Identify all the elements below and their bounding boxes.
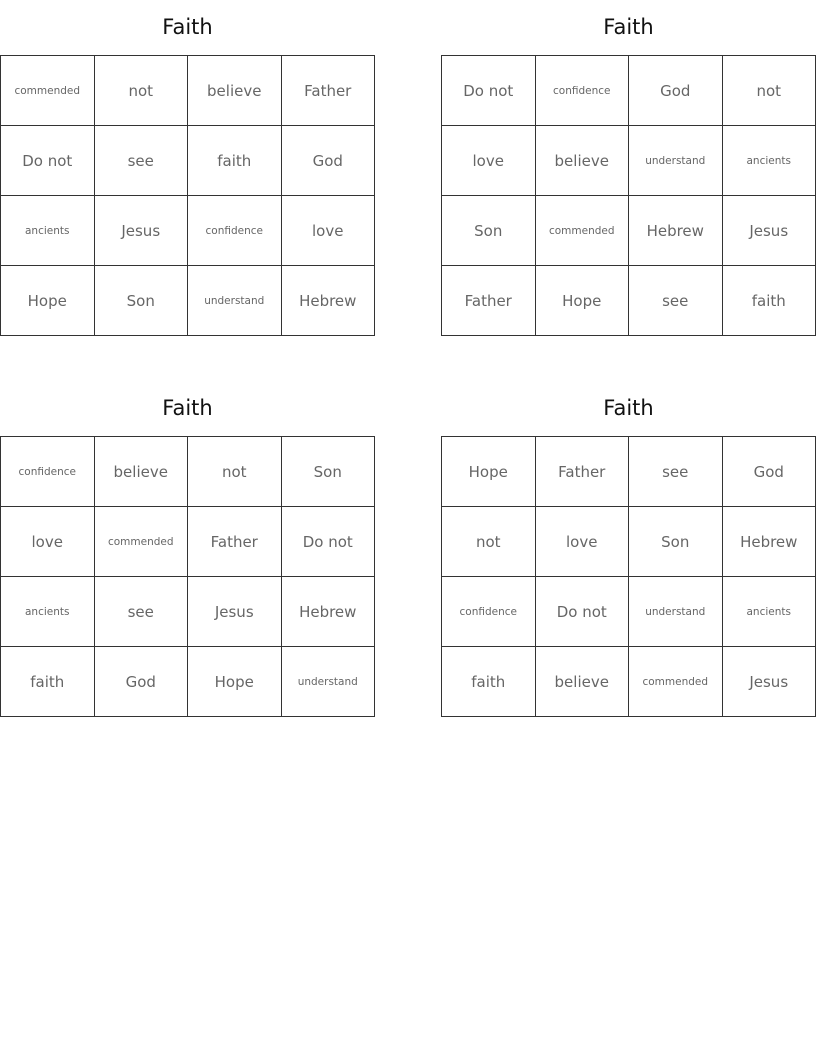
- grid-cell: believe: [188, 56, 282, 126]
- grid-row: [442, 126, 816, 196]
- grid-cell: not: [188, 437, 282, 507]
- grid-cell: confidence: [535, 56, 629, 126]
- grid-row: [1, 266, 375, 336]
- grid-cell: Hebrew: [281, 266, 375, 336]
- bingo-card-3: [0, 381, 375, 717]
- grid-cell: believe: [94, 437, 188, 507]
- grid-cell: commended: [535, 196, 629, 266]
- bingo-card-1: [0, 0, 375, 336]
- grid-cell: believe: [535, 126, 629, 196]
- grid-row: [442, 577, 816, 647]
- grid-row: [1, 56, 375, 126]
- grid-row: [1, 437, 375, 507]
- grid-cell: ancients: [722, 126, 816, 196]
- grid-cell: ancients: [1, 577, 95, 647]
- grid-cell: faith: [1, 647, 95, 717]
- grid-cell: Hebrew: [629, 196, 723, 266]
- grid-cell: Jesus: [722, 196, 816, 266]
- grid-row: [1, 196, 375, 266]
- grid-cell: confidence: [1, 437, 95, 507]
- card-title: Faith: [162, 15, 213, 39]
- grid-row: [442, 647, 816, 717]
- grid-cell: Father: [442, 266, 536, 336]
- grid-cell: Father: [535, 437, 629, 507]
- grid-cell: Jesus: [722, 647, 816, 717]
- bingo-card-4: [441, 381, 816, 717]
- grid-cell: Do not: [442, 56, 536, 126]
- grid-cell: Hebrew: [722, 507, 816, 577]
- grid-cell: love: [442, 126, 536, 196]
- bingo-grid: [0, 436, 375, 717]
- grid-cell: Hebrew: [281, 577, 375, 647]
- grid-row: [1, 647, 375, 717]
- grid-cell: Son: [442, 196, 536, 266]
- grid-cell: God: [629, 56, 723, 126]
- grid-cell: ancients: [722, 577, 816, 647]
- grid-cell: commended: [629, 647, 723, 717]
- grid-cell: commended: [1, 56, 95, 126]
- grid-cell: confidence: [188, 196, 282, 266]
- grid-cell: love: [535, 507, 629, 577]
- grid-row: [442, 196, 816, 266]
- grid-cell: Jesus: [94, 196, 188, 266]
- grid-cell: Son: [94, 266, 188, 336]
- grid-cell: faith: [722, 266, 816, 336]
- grid-cell: Do not: [1, 126, 95, 196]
- grid-cell: see: [629, 266, 723, 336]
- card-title: Faith: [603, 396, 654, 420]
- grid-cell: understand: [629, 126, 723, 196]
- grid-cell: love: [1, 507, 95, 577]
- grid-row: [442, 56, 816, 126]
- grid-cell: not: [442, 507, 536, 577]
- bingo-grid: [441, 436, 816, 717]
- grid-cell: God: [722, 437, 816, 507]
- grid-cell: Father: [188, 507, 282, 577]
- grid-row: [442, 437, 816, 507]
- grid-cell: see: [629, 437, 723, 507]
- grid-cell: commended: [94, 507, 188, 577]
- grid-row: [442, 266, 816, 336]
- grid-cell: understand: [188, 266, 282, 336]
- grid-cell: see: [94, 126, 188, 196]
- grid-cell: God: [281, 126, 375, 196]
- grid-row: [1, 507, 375, 577]
- grid-cell: ancients: [1, 196, 95, 266]
- grid-cell: Do not: [535, 577, 629, 647]
- bingo-grid: [441, 55, 816, 336]
- grid-row: [1, 577, 375, 647]
- grid-cell: understand: [629, 577, 723, 647]
- grid-cell: not: [94, 56, 188, 126]
- grid-cell: Son: [629, 507, 723, 577]
- bingo-grid: [0, 55, 375, 336]
- grid-cell: not: [722, 56, 816, 126]
- grid-row: [442, 507, 816, 577]
- grid-cell: Hope: [188, 647, 282, 717]
- grid-cell: see: [94, 577, 188, 647]
- grid-cell: Hope: [1, 266, 95, 336]
- grid-cell: Father: [281, 56, 375, 126]
- grid-cell: Jesus: [188, 577, 282, 647]
- grid-cell: faith: [188, 126, 282, 196]
- grid-cell: faith: [442, 647, 536, 717]
- grid-cell: believe: [535, 647, 629, 717]
- card-title: Faith: [162, 396, 213, 420]
- grid-cell: love: [281, 196, 375, 266]
- grid-cell: confidence: [442, 577, 536, 647]
- grid-cell: understand: [281, 647, 375, 717]
- grid-row: [1, 126, 375, 196]
- grid-cell: Hope: [535, 266, 629, 336]
- grid-cell: Hope: [442, 437, 536, 507]
- grid-cell: Son: [281, 437, 375, 507]
- grid-cell: God: [94, 647, 188, 717]
- grid-cell: Do not: [281, 507, 375, 577]
- bingo-card-2: [441, 0, 816, 336]
- card-title: Faith: [603, 15, 654, 39]
